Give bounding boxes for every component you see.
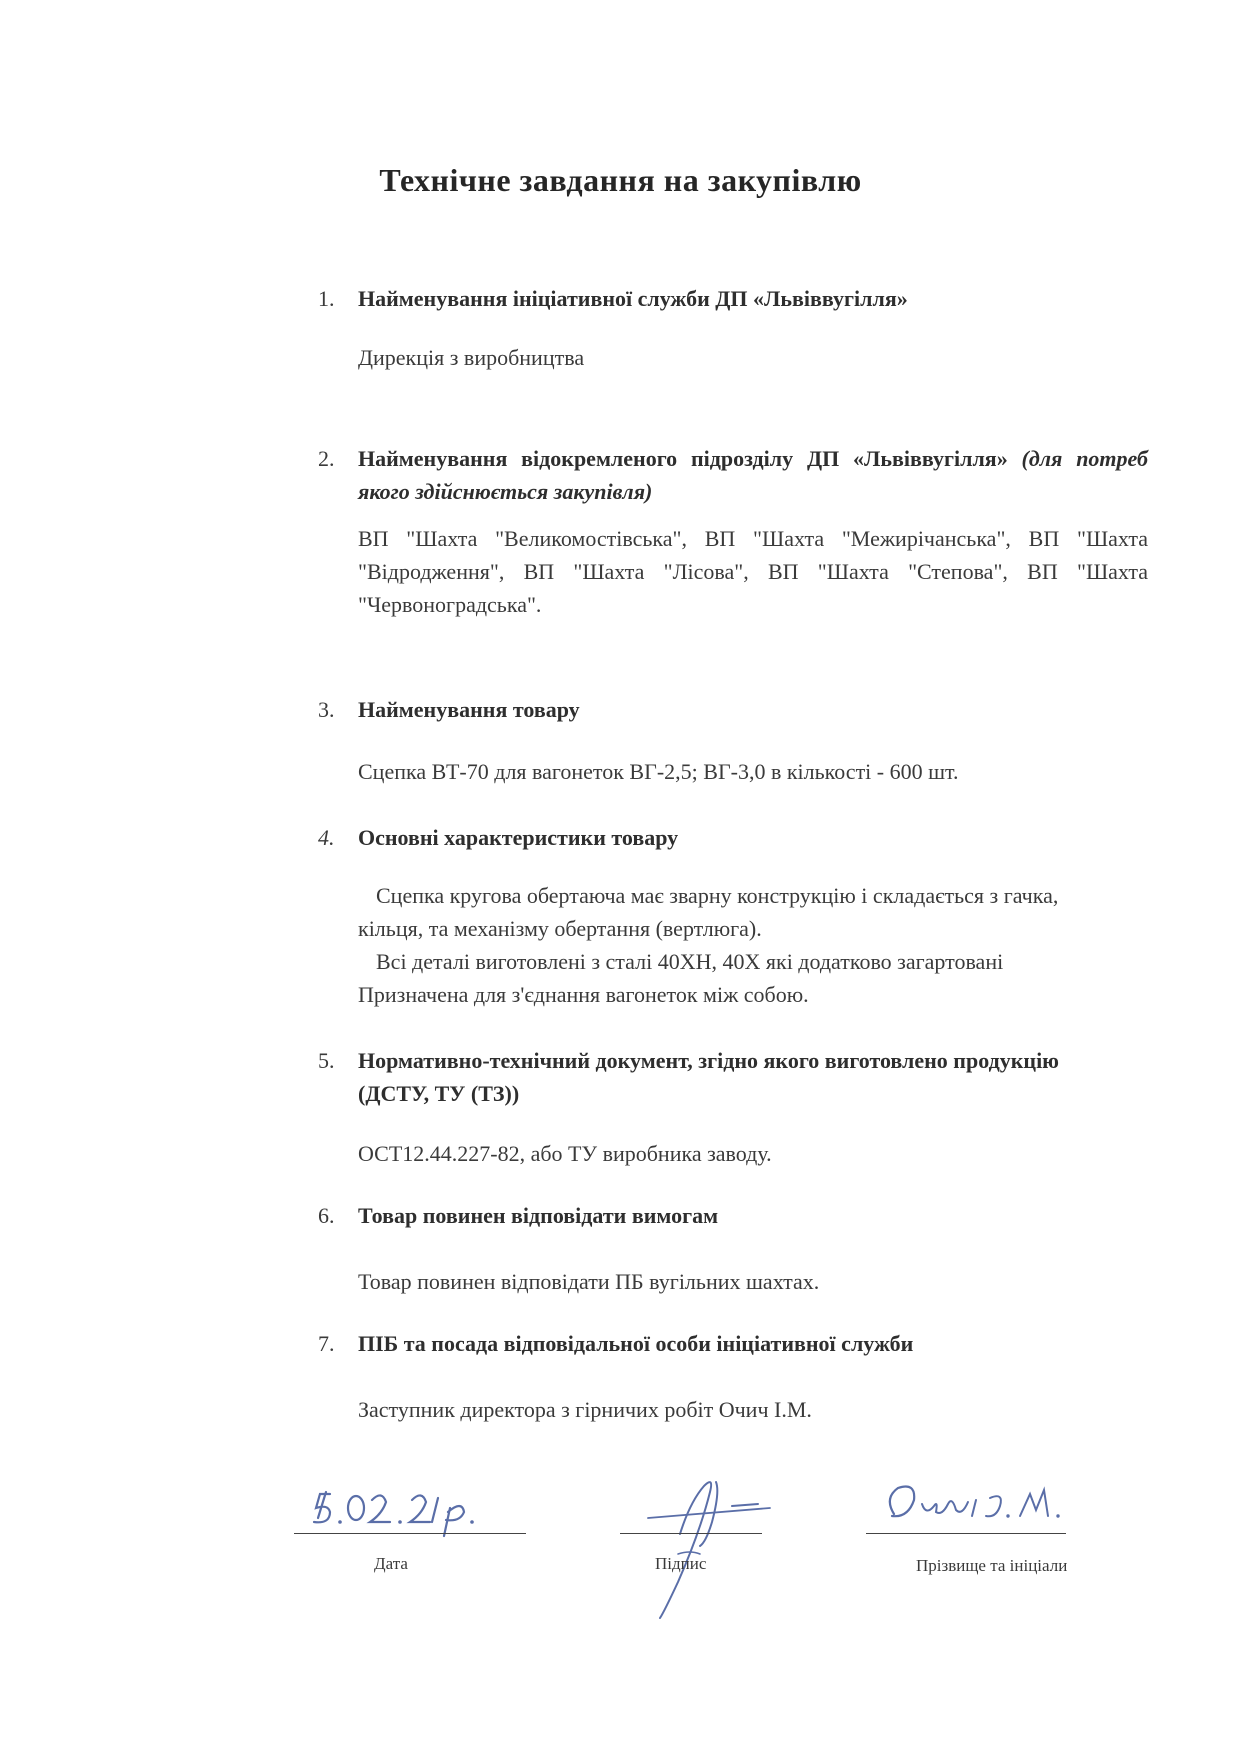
section-body: Товар повинен відповідати ПБ вугільних шахтах. (358, 1269, 820, 1294)
handwritten-name (876, 1476, 1086, 1538)
section-body-paragraph: Сцепка кругова обертаюча має зварну конструкцію і складається з гачка, кільця, та механізму обертання (вертлюга). (358, 883, 1059, 941)
section-heading: Нормативно-технічний документ, згідно якого виготовлено продукцію (ДСТУ, ТУ (ТЗ)) (358, 1048, 1059, 1106)
section-body: ОСТ12.44.227-82, або ТУ виробника заводу. (358, 1141, 772, 1166)
section-number: 3. (318, 697, 335, 722)
section-number: 6. (318, 1203, 335, 1228)
section-number: 2. (318, 446, 335, 471)
section-heading: Найменування товару (358, 697, 580, 722)
section-heading: Найменування ініціативної служби ДП «Львіввугілля» (358, 286, 908, 311)
date-caption: Дата (374, 1554, 408, 1573)
section-number: 1. (318, 286, 335, 311)
section-heading-italic: (для потреб якого здійснюється закупівля) (358, 446, 1148, 504)
section-body: Дирекція з виробництва (358, 345, 585, 370)
section-body: Сцепка ВТ-70 для вагонеток ВГ-2,5; ВГ-3,0 в кількості - 600 шт. (358, 759, 959, 784)
name-signature-line (866, 1533, 1066, 1534)
handwritten-signature (620, 1462, 780, 1630)
signature-caption: Підпис (655, 1554, 707, 1573)
section-body: Заступник директора з гірничих робіт Очич І.М. (358, 1397, 812, 1422)
document-title: Технічне завдання на закупівлю (379, 162, 862, 198)
section-body: ВП "Шахта "Великомостівська", ВП "Шахта "Межирічанська", ВП "Шахта "Відродження", ВП "Шахта "Лісова", ВП "Шахта "Степова", ВП "Шахта "Червоноградська". (358, 526, 1148, 617)
section-heading (358, 442, 1148, 508)
signature-line (620, 1533, 762, 1534)
section-body-paragraph: Всі деталі виготовлені з сталі 40ХН, 40Х які додатково загартовані Призначена для з'єднання вагонеток між собою. (358, 949, 1004, 1007)
date-signature-line (294, 1533, 526, 1534)
section-number: 4. (318, 825, 335, 850)
section-heading-main: Найменування відокремленого підрозділу ДП «Львіввугілля» (358, 446, 1008, 471)
section-heading: Товар повинен відповідати вимогам (358, 1203, 719, 1228)
section-heading: ПІБ та посада відповідальної особи ініціативної служби (358, 1331, 914, 1356)
name-caption: Прізвище та ініціали (916, 1556, 1068, 1575)
section-heading: Основні характеристики товару (358, 825, 679, 850)
section-number: 5. (318, 1048, 335, 1073)
section-number: 7. (318, 1331, 335, 1356)
handwritten-date (300, 1478, 530, 1540)
